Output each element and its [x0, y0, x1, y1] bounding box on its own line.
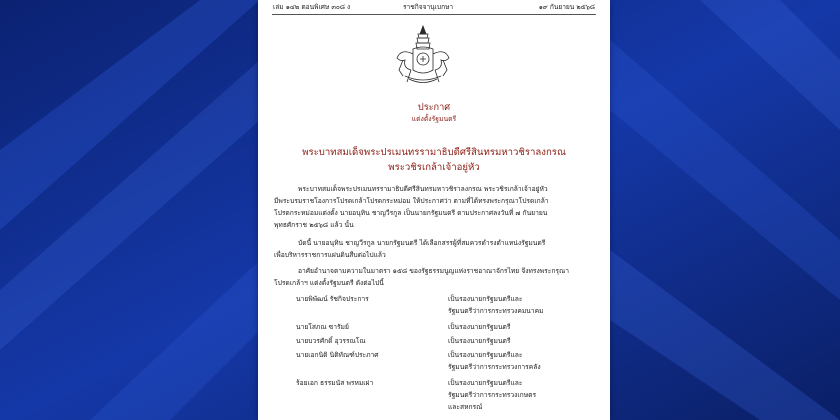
- gazette-date: ๑๙ กันยายน ๒๕๖๘: [538, 3, 595, 11]
- minister-position: เป็นรองนายกรัฐมนตรี: [448, 337, 511, 345]
- minister-position: เป็นรองนายกรัฐมนตรี: [448, 323, 511, 331]
- minister-position: รัฐมนตรีว่าการกระทรวงเกษตร: [448, 391, 537, 399]
- minister-name: ร้อยเอก ธรรมนัส พรหมเผ่า: [296, 379, 374, 387]
- gazette-page: [258, 0, 610, 420]
- minister-position: รัฐมนตรีว่าการกระทรวงคมนาคม: [448, 307, 544, 315]
- text-line: มีพระบรมราชโองการโปรดเกล้าโปรดกระหม่อม ให้ประกาศว่า ตามที่ได้ทรงพระกรุณาโปรดเกล้า: [274, 197, 549, 205]
- minister-name: นายพิพัฒน์ รัชกิจประการ: [296, 295, 369, 303]
- minister-position: เป็นรองนายกรัฐมนตรีและ: [448, 351, 523, 359]
- text-line: เพื่อบริหารราชการแผ่นดินสืบต่อไปแล้ว: [274, 251, 386, 259]
- text-line: บัดนี้ นายอนุทิน ชาญวีรกูล นายกรัฐมนตรี ได้เลือกสรรผู้ที่สมควรดำรงตำแหน่งรัฐมนตรี: [298, 239, 546, 247]
- minister-position: และสหกรณ์: [448, 403, 483, 411]
- text-line: อาศัยอำนาจตามความในมาตรา ๑๕๘ ของรัฐธรรมนูญแห่งราชอาณาจักรไทย จึงทรงพระกรุณา: [298, 267, 569, 275]
- announcement-subtitle: แต่งตั้งรัฐมนตรี: [411, 115, 457, 123]
- announcement-title: ประกาศ: [417, 102, 451, 113]
- minister-position: รัฐมนตรีว่าการกระทรวงการคลัง: [448, 363, 541, 371]
- text-line: พุทธศักราช ๒๕๖๘ แล้ว นั้น: [274, 221, 354, 229]
- royal-name-line1: พระบาทสมเด็จพระปรเมนทรรามาธิบดีศรีสินทรมหาวชิราลงกรณ: [302, 147, 566, 158]
- text-line: โปรดกระหม่อมแต่งตั้ง นายอนุทิน ชาญวีรกูล เป็นนายกรัฐมนตรี ตามประกาศลงวันที่ ๗ กันยายน: [274, 209, 548, 217]
- royal-name-line2: พระวชิรเกล้าเจ้าอยู่หัว: [388, 162, 480, 173]
- minister-position: เป็นรองนายกรัฐมนตรีและ: [448, 379, 523, 387]
- text-line: โปรดเกล้าฯ แต่งตั้งรัฐมนตรี ดังต่อไปนี้: [274, 279, 384, 287]
- gazette-header: [273, 2, 595, 13]
- minister-name: นายเอกนิติ นิติทัณฑ์ประภาศ: [296, 351, 379, 359]
- minister-position: เป็นรองนายกรัฐมนตรีและ: [448, 295, 523, 303]
- gazette-volume: เล่ม ๑๔๒ ตอนพิเศษ ๓๐๘ ง: [273, 3, 351, 11]
- minister-name: นายโสภณ ซารัมย์: [296, 323, 349, 331]
- header-divider: [272, 14, 596, 15]
- text-line: พระบาทสมเด็จพระปรเมนทรรามาธิบดีศรีสินทรมหาวชิราลงกรณ พระวชิรเกล้าเจ้าอยู่หัว: [298, 185, 548, 193]
- minister-name: นายบวรศักดิ์ อุวรรณโณ: [296, 337, 366, 345]
- gazette-name: ราชกิจจานุเบกษา: [403, 3, 454, 11]
- royal-emblem-icon: [389, 24, 457, 90]
